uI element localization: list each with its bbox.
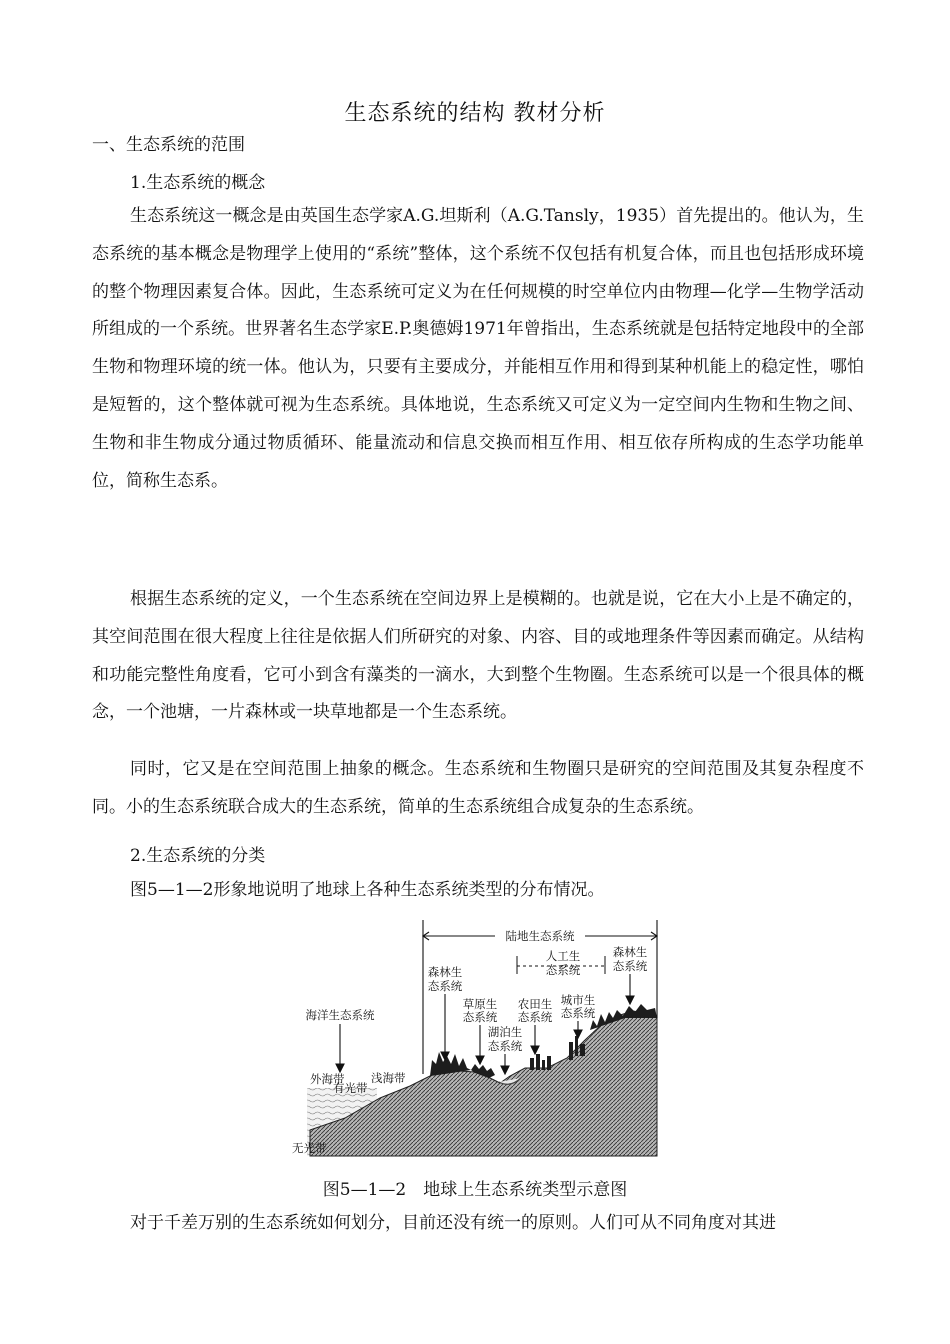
paragraph-classification: 对于千差万别的生态系统如何划分，目前还没有统一的原则。人们可从不同角度对其进 <box>130 1213 776 1233</box>
label-lake-2: 态系统 <box>487 1039 523 1053</box>
label-forest-left-1: 森林生 <box>427 965 463 979</box>
label-outer-sea: 外海带 <box>310 1072 345 1086</box>
subsection-heading: 1.生态系统的概念 <box>130 173 266 193</box>
label-artificial-2: 态系统 <box>545 963 581 977</box>
label-grassland-1: 草原生 <box>462 997 498 1011</box>
figure-caption: 图5—1—2 地球上生态系统类型示意图 <box>322 1180 628 1200</box>
label-farmland-1: 农田生 <box>517 997 553 1011</box>
paragraph-figure-intro: 图5—1—2形象地说明了地球上各种生态系统类型的分布情况。 <box>130 880 605 900</box>
label-city-1: 城市生 <box>560 993 596 1007</box>
paragraph-definition: 生态系统这一概念是由英国生态学家A.G.坦斯利（A.G.Tansly，1935）首先提出的。他认为，生态系统的基本概念是物理学上使用的“系统”整体，这个系统不仅包括有机复合体，而且也包括形成环境的整个物理因素复合体。因此，生态系统可定义为在任何规模的时空单位内由物理—化学—生物学活动所组成的一个系统。世界著名生态学家E.P.奥德姆1971年曾指出，生态系统就是包括特定地段中的全部生物和物理环境的统一体。他认为，只要有主要成分，并能相互作用和得到某种机能上的稳定性，哪怕是短暂的，这个整体就可视为生态系统。具体地说，生态系统又可定义为一定空间内生物和生物之间、生物和非生物成分通过物质循环、能量流动和信息交换而相互作用、相互依存所构成的生态学功能单位，简称生态系。 <box>92 206 864 491</box>
ecosystem-figure <box>285 918 665 1163</box>
label-city-2: 态系统 <box>560 1006 596 1020</box>
label-photic: 有光带 <box>333 1081 368 1095</box>
subsection-heading: 2.生态系统的分类 <box>130 846 266 866</box>
label-lake-1: 湖泊生 <box>487 1025 523 1039</box>
paragraph-abstract: 同时，它又是在空间范围上抽象的概念。生态系统和生物圈只是研究的空间范围及其复杂程度不同。小的生态系统联合成大的生态系统，简单的生态系统组合成复杂的生态系统。 <box>92 759 864 817</box>
label-grassland-2: 态系统 <box>462 1010 498 1024</box>
label-artificial-1: 人工生 <box>545 949 581 963</box>
paragraph-boundary: 根据生态系统的定义，一个生态系统在空间边界上是模糊的。也就是说，它在大小上是不确定的，其空间范围在很大程度上往往是依据人们所研究的对象、内容、目的或地理条件等因素而确定。从结构和功能完整性角度看，它可小到含有藻类的一滴水，大到整个生物圈。生态系统可以是一个很具体的概念，一个池塘，一片森林或一块草地都是一个生态系统。 <box>92 589 864 723</box>
page-title: 生态系统的结构 教材分析 <box>344 101 606 126</box>
label-shallow: 浅海带 <box>371 1071 406 1085</box>
label-aphotic: 无光带 <box>292 1141 327 1155</box>
label-forest-left-2: 态系统 <box>427 979 463 993</box>
section-heading: 一、生态系统的范围 <box>92 135 245 155</box>
label-ocean: 海洋生态系统 <box>305 1008 375 1022</box>
label-farmland-2: 态系统 <box>517 1010 553 1024</box>
label-forest-right-2: 态系统 <box>612 959 648 973</box>
label-forest-right-1: 森林生 <box>612 945 648 959</box>
label-terrestrial: 陆地生态系统 <box>505 929 575 943</box>
